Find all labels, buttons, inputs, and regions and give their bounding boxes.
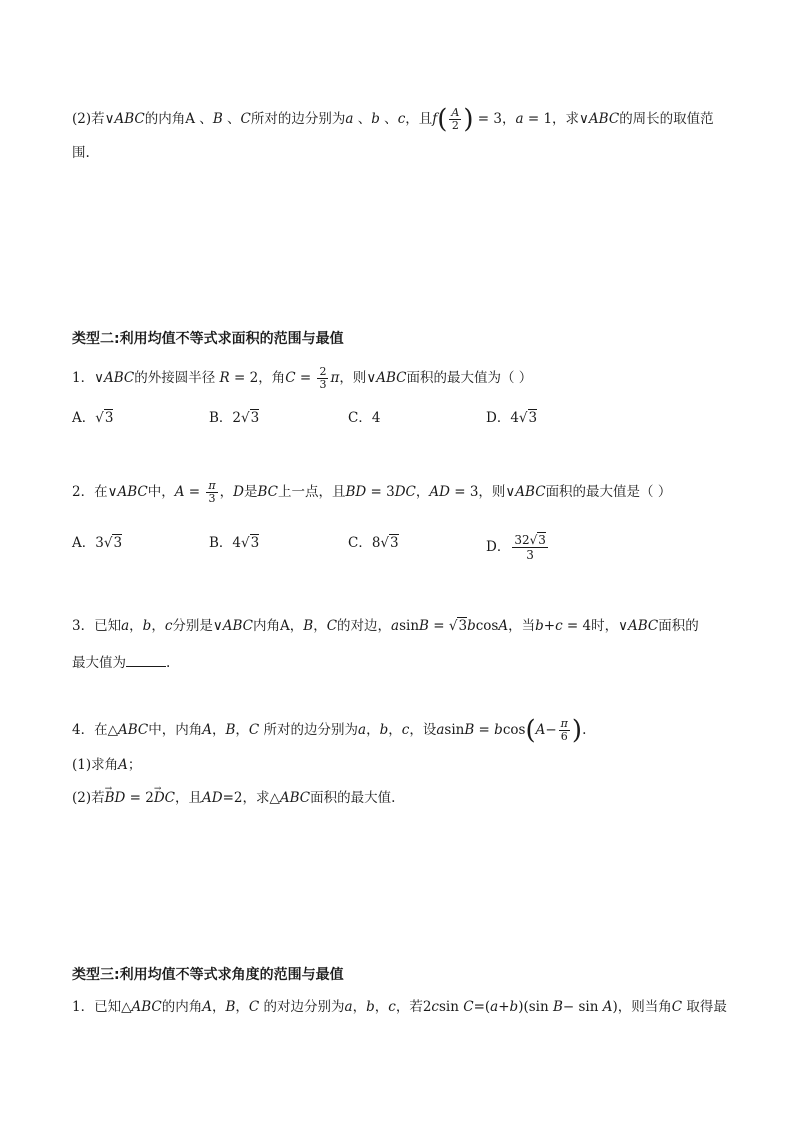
part2-line1: (2)若∨ABC的内角A 、B 、C所对的边分别为a 、b 、c，且f( $\frac{A}{2}$ ) = 3，a = 1，求∨ABC的周长的取值范 [72, 104, 714, 135]
option-b: B．2√3 [209, 410, 260, 426]
question-2-1: 1．∨ABC的外接圆半径 R = 2，角C = $\frac{2}{3}$ π，则∨ABC面积的最大值为（ ） [72, 365, 533, 391]
option-b: B．4√3 [209, 535, 260, 551]
section-heading-area: 类型二:利用均值不等式求面积的范围与最值 [72, 331, 344, 347]
section-heading-angle: 类型三:利用均值不等式求角度的范围与最值 [72, 967, 344, 983]
part2-line2: 围. [72, 145, 90, 161]
option-c: C．4 [348, 410, 381, 426]
question-2-4-sub1: (1)求角A； [72, 757, 142, 773]
option-c: C．8√3 [348, 535, 399, 551]
question-3-1: 1．已知△ABC的内角A，B，C 的对边分别为a，b，c，若2csin C=(a+b)(sin B− sin A)，则当角C 取得最 [72, 999, 727, 1015]
question-2-2: 2．在∨ABC中，A = $\frac{\pi}{3}$ ，D是BC上一点，且BD = 3DC，AD = 3，则∨ABC面积的最大值是（ ） [72, 479, 672, 505]
question-2-3-line2: 最大值为 . [72, 652, 170, 673]
question-2-4: 4．在△ABC中，内角A，B，C 所对的边分别为a，b，c，设asinB = bcos(A− $\frac{\pi}{6}$ ). [72, 715, 587, 746]
option-a: A．√3 [72, 410, 114, 426]
option-d: D．4√3 [486, 410, 538, 426]
option-a: A．3√3 [72, 535, 123, 551]
question-2-3: 3．已知a，b，c分别是∨ABC内角A，B，C的对边，asinB = √3bcosA，当b+c = 4时，∨ABC面积的 [72, 618, 699, 634]
option-d: D． $\frac{32√3}{3}$ [486, 533, 546, 562]
answer-blank[interactable] [126, 652, 166, 667]
question-2-4-sub2: (2)若→ BD = 2→ DC，且AD=2，求△ABC面积的最大值. [72, 788, 395, 808]
